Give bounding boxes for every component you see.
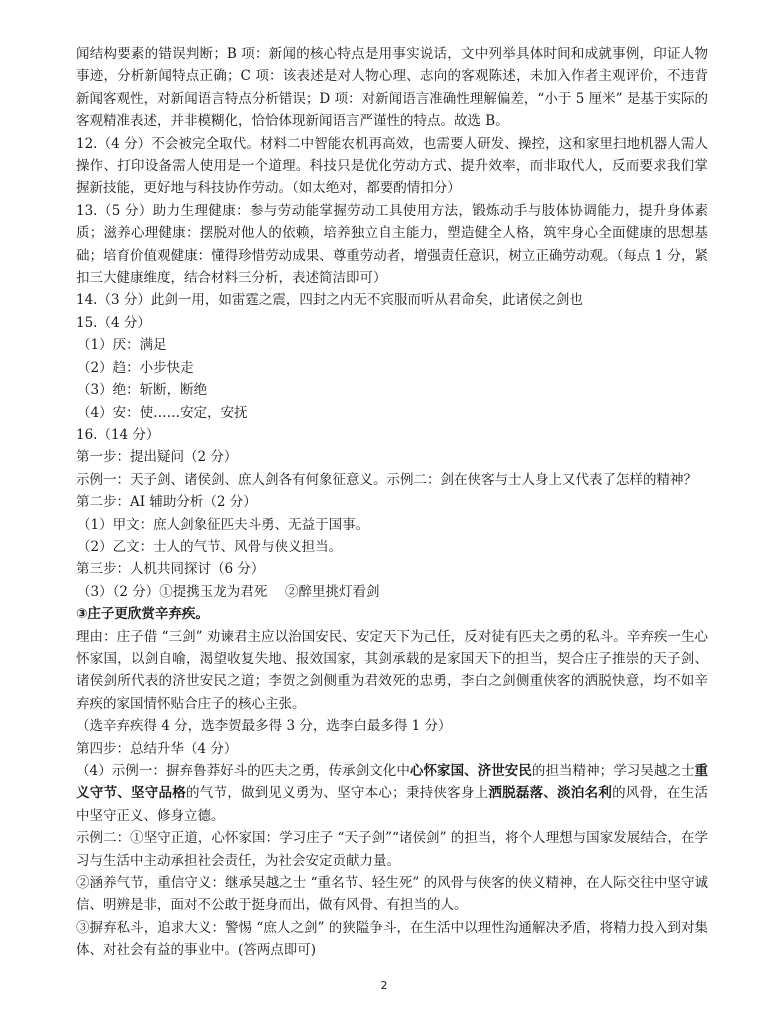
step2-item: （2）乙文：士人的气节、风骨与侠义担当。: [77, 538, 343, 555]
paragraph-q12: 12.（4 分）不会被完全取代。材料二中智能农机再高效，也需要人研发、操控，这和家里扫地机器人需人操作、打印设备需人使用是一个道理。科技只是优化劳动方式、提升效率，而非取代人，反而要求我们掌握新技能，更好地与科技协作劳动。（如太绝对，都要酌情扣分）: [76, 135, 708, 197]
q15-item: （3）绝：斩断，断绝: [77, 382, 208, 399]
q15-item: （4）安：使……安定，安抚: [77, 404, 248, 421]
q15-item: （2）趋：小步快走: [77, 359, 194, 376]
step3-q3: （3）（2 分）①提携玉龙为君死 ②醉里挑灯看剑: [77, 583, 380, 600]
scoring-note: （选辛弃疾得 4 分，选李贺最多得 3 分，选李白最多得 1 分）: [76, 718, 452, 735]
paragraph-q11-continuation: 闻结构要素的错误判断；B 项：新闻的核心特点是用事实说话，文中列举具体时间和成就事例，印证人物事迹，分析新闻特点正确；C 项：该表述是对人物心理、志向的客观陈述，未加入作者主观评价，不违背新闻客观性，对新闻语言特点分析错误；D 项：对新闻语言准确性理解偏差，“小于 5 厘米” 是基于实际的客观精准表述，并非模糊化，恰恰体现新闻语言严谨性的特点。故选 B。: [76, 46, 708, 130]
step3-answer: [76, 603, 708, 625]
answer-text-body: [76, 43, 708, 962]
page-number: 2: [380, 979, 388, 992]
ex1-text-a: （4）示例一：摒弃鲁莽好斗的匹夫之勇，传承剑文化中: [76, 763, 410, 779]
step1-example: 示例一：天子剑、诸侯剑、庶人剑各有何象征意义。示例二：剑在侠客与士人身上又代表了怎样的精神？: [76, 471, 697, 488]
step4-heading: 第四步：总结升华（4 分）: [76, 740, 238, 757]
ex1-text-d: 的风骨，在生活中坚守正义、修身立德。: [76, 785, 709, 824]
step1-heading: 第一步：提出疑问（2 分）: [76, 449, 238, 466]
ex1-bold-2: 重义守节、坚守品格: [76, 763, 709, 802]
example2-point-3: ③摒弃私斗，追求大义：警惕 “庶人之剑” 的狭隘争斗，在生活中以理性沟通解决矛盾，将精力投入到对集体、对社会有益的事业中。(答两点即可): [76, 919, 708, 959]
ex1-text-c: 的气节，做到见义勇为、坚守本心；秉持侠客身上: [185, 785, 489, 802]
ex1-text-b: 的担当精神；学习吴越之士: [531, 763, 695, 779]
q15-item: （1）厌：满足: [77, 337, 167, 354]
reason-paragraph: 理由：庄子借 “三剑” 劝谏君主应以治国安民、安定天下为己任，反对徒有匹夫之勇的私斗。辛弃疾一生心怀家国，以剑自喻，渴望收复失地、报效国家，其剑承载的是家国天下的担当，契合庄子推崇的天子剑、诸侯剑所代表的济世安民之道；李贺之剑侧重为君效死的忠勇，李白之剑侧重侠客的洒脱快意，均不如辛弃疾的家国情怀贴合庄子的核心主张。: [76, 628, 708, 712]
step2-item: （1）甲文：庶人剑象征匹夫斗勇、无益于国事。: [77, 516, 370, 533]
paragraph-q15: 15.（4 分）: [76, 314, 151, 331]
paragraph-q13: 13.（5 分）助力生理健康：参与劳动能掌握劳动工具使用方法，锻炼动手与肢体协调能力，提升身体素质；滋养心理健康：摆脱对他人的依赖，培养独立自主能力，塑造健全人格，筑牢身心全面健康的思想基础；培育价值观健康：懂得珍惜劳动成果、尊重劳动者，增强责任意识，树立正确劳动观。（每点 1 分，紧扣三大健康维度，结合材料三分析，表述简洁即可）: [76, 202, 708, 287]
step3-answer-bold: ③庄子更欣赏辛弃疾。: [76, 606, 209, 623]
ex1-bold-1: 心怀家国、济世安民: [409, 763, 532, 779]
example2-intro: 示例二：①坚守正道，心怀家国：学习庄子 “天子剑”“诸侯剑” 的担当，将个人理想与国家发展结合，在学习与生活中主动承担社会责任，为社会安定贡献力量。: [76, 830, 708, 869]
step2-heading: 第二步：AI 辅助分析（2 分）: [76, 494, 257, 511]
ex1-bold-3: 洒脱磊落、淡泊名利: [488, 785, 613, 802]
paragraph-q14: 14.（3 分）此剑一用，如雷霆之震，四封之内无不宾服而听从君命矣，此诸侯之剑也: [76, 292, 583, 309]
paragraph-q16: 16.（14 分）: [76, 426, 160, 443]
example2-point-2: ②涵养气节，重信守义：继承吴越之士 “重名节、轻生死” 的风骨与侠客的侠义精神，在人际交往中坚守诚信、明辨是非，面对不公敢于挺身而出，做有风骨、有担当的人。: [76, 875, 708, 914]
example1-paragraph: [76, 760, 708, 827]
step3-heading: 第三步：人机共同探讨（6 分）: [76, 561, 265, 578]
